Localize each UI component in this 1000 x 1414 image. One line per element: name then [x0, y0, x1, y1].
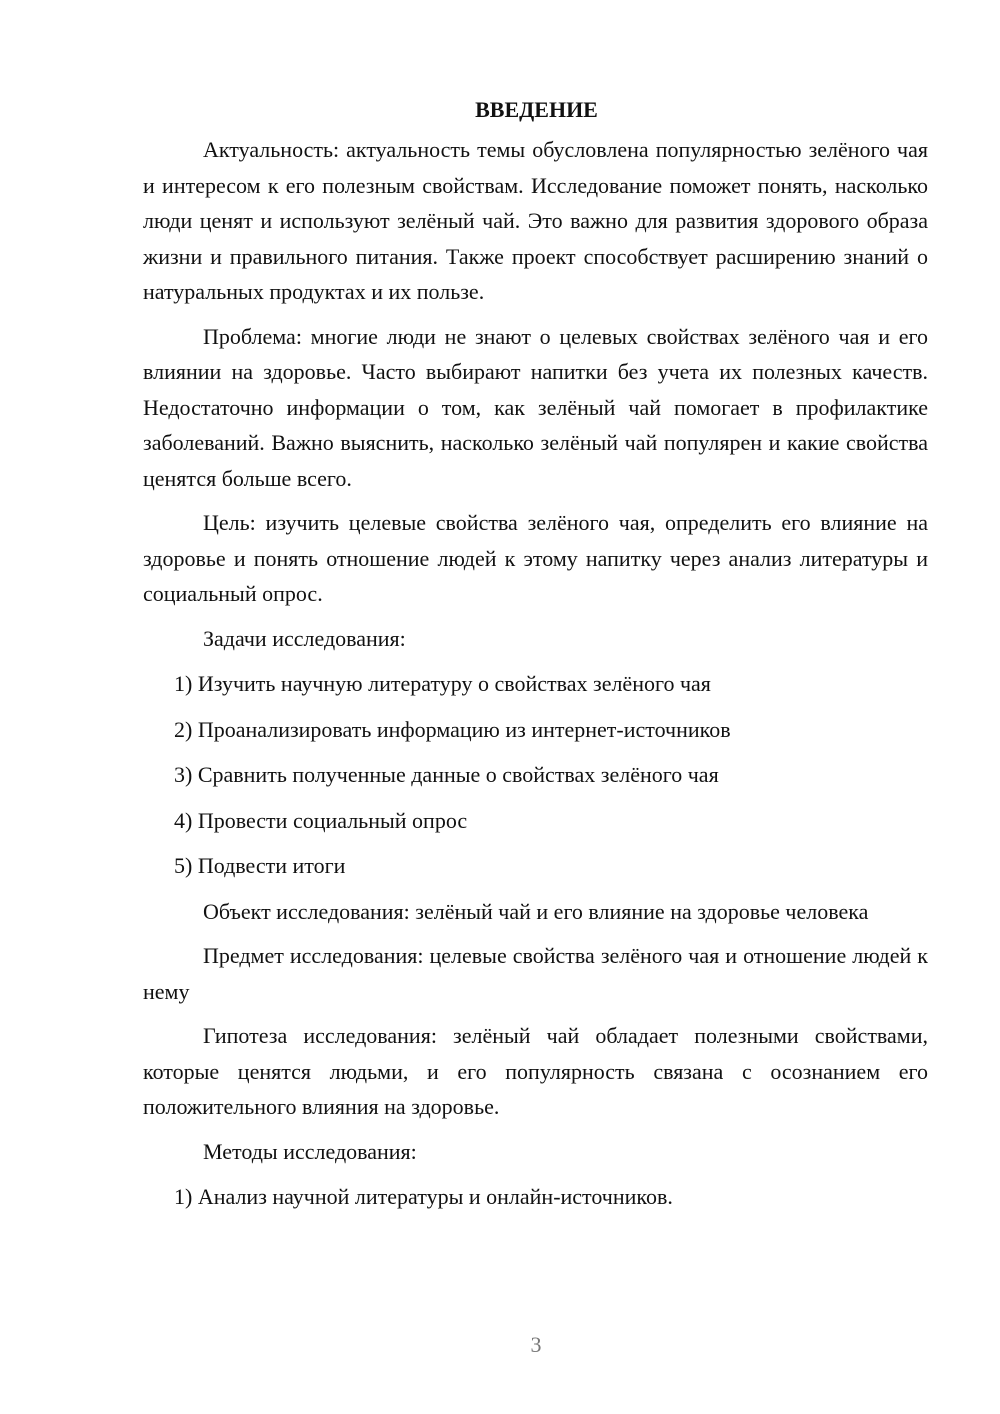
- page-number: 3: [530, 1332, 542, 1357]
- task-item: 5) Подвести итоги: [174, 853, 346, 878]
- task-item: 1) Изучить научную литературу о свойствах зелёного чая: [174, 671, 711, 696]
- paragraph-goal: Цель: изучить целевые свойства зелёного чая, определить его влияние на здоровье и понять отношение людей к этому напитку через анализ литературы и социальный опрос.: [143, 510, 928, 606]
- tasks-heading: Задачи исследования:: [203, 625, 406, 651]
- paragraph-problem: Проблема: многие люди не знают о целевых свойствах зелёного чая и его влиянии на здоровье. Часто выбирают напитки без учета их полезных качеств. Недостаточно информации о том, как зелёный чай помогает в профилактике заболеваний. Важно выяснить, насколько зелёный чай популярен и какие свойства ценятся больше всего.: [143, 323, 928, 491]
- section-title: ВВЕДЕНИЕ: [475, 97, 598, 122]
- page-content: [143, 92, 928, 1225]
- method-item: 1) Анализ научной литературы и онлайн-источников.: [174, 1184, 673, 1209]
- paragraph-object: Объект исследования: зелёный чай и его влияние на здоровье человека: [203, 898, 869, 924]
- methods-list: [143, 1179, 928, 1215]
- task-item: 4) Провести социальный опрос: [174, 807, 468, 833]
- task-item: 2) Проанализировать информацию из интернет-источников: [174, 716, 731, 742]
- paragraph-relevance: Актуальность: актуальность темы обусловлена популярностью зелёного чая и интересом к его полезным свойствам. Исследование поможет понять, насколько люди ценят и используют зелёный чай. Это важно для развития здорового образа жизни и правильного питания. Также проект способствует расширению знаний о натуральных продуктах и их пользе.: [143, 137, 928, 304]
- tasks-list: [143, 666, 928, 884]
- methods-heading: Методы исследования:: [203, 1138, 417, 1164]
- task-item: 3) Сравнить полученные данные о свойствах зелёного чая: [174, 762, 719, 787]
- paragraph-hypothesis: Гипотеза исследования: зелёный чай обладает полезными свойствами, которые ценятся людьми, и его популярность связана с осознанием его положительного влияния на здоровье.: [143, 1023, 928, 1119]
- paragraph-subject: Предмет исследования: целевые свойства зелёного чая и отношение людей к нему: [143, 943, 928, 1004]
